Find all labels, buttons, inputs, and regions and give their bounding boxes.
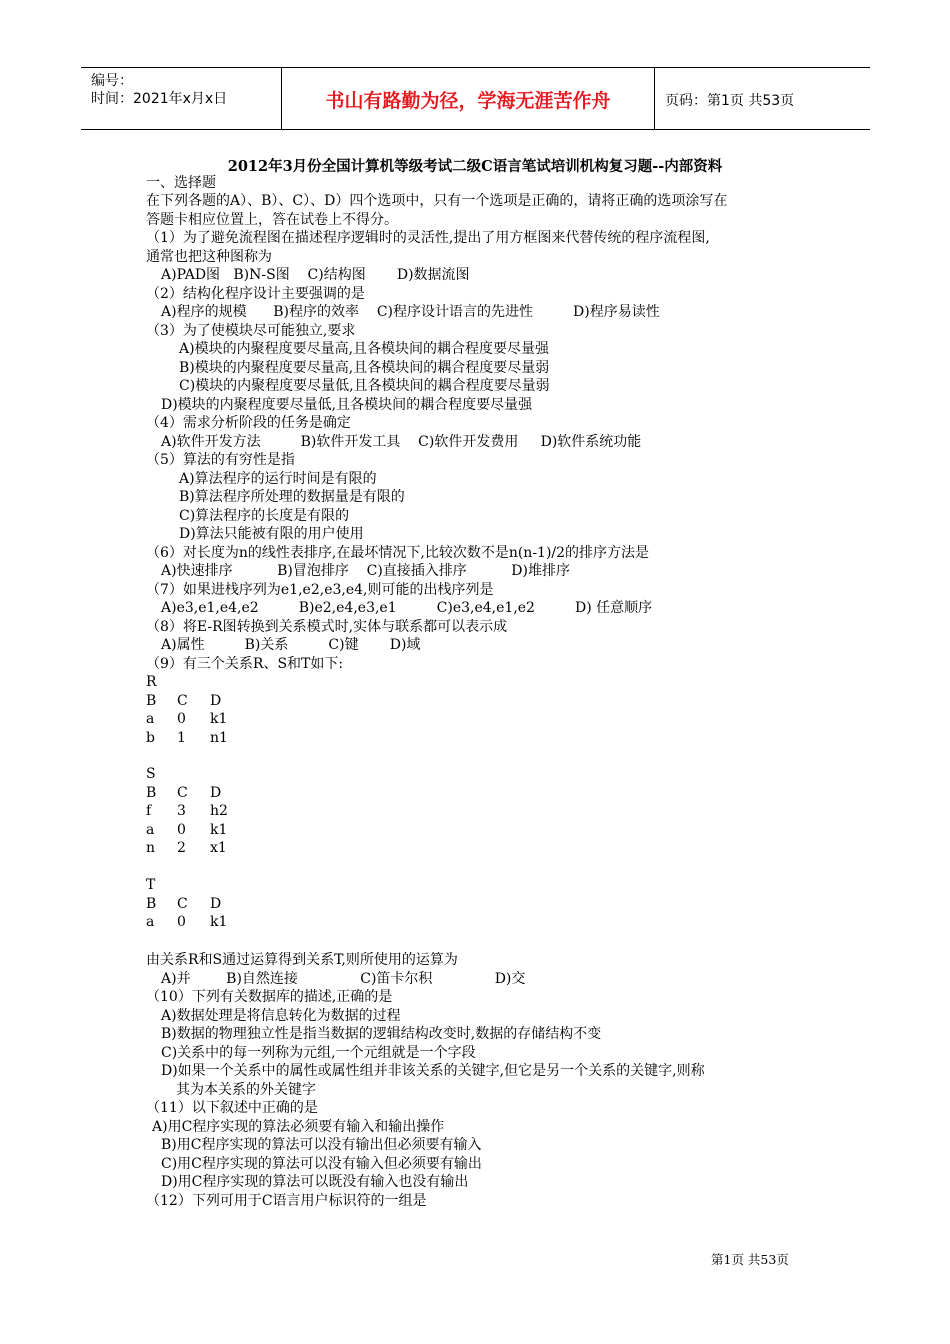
text-line: （9）有三个关系R、S和T如下: [146, 656, 344, 672]
relation-cell: a [146, 711, 155, 727]
header-left-cell [81, 68, 282, 129]
relation-cell: a [146, 914, 155, 930]
text-line: C)用C程序实现的算法可以没有输入但必须要有输出 [161, 1156, 482, 1172]
number-label: 编号： [91, 73, 133, 89]
text-line: 其为本关系的外关键字 [176, 1082, 316, 1098]
time-label: 时间：2021年x月x日 [91, 91, 228, 107]
header-center-cell [282, 68, 655, 129]
relation-header-cell: B [146, 784, 157, 801]
text-line: A)e3,e1,e4,e2 B)e2,e4,e3,e1 C)e3,e4,e1,e2 D) 任意顺序 [161, 600, 653, 616]
text-line: A)程序的规模 B)程序的效率 C)程序设计语言的先进性 D)程序易读性 [161, 304, 660, 320]
relation-header-cell: D [210, 692, 222, 709]
relation-cell: n [146, 840, 156, 856]
text-line: D)算法只能被有限的用户使用 [179, 526, 364, 542]
text-line: （1）为了避免流程图在描述程序逻辑时的灵活性,提出了用方框图来代替传统的程序流程图, [146, 230, 710, 246]
text-line: （2）结构化程序设计主要强调的是 [146, 286, 365, 302]
relation-cell: k1 [210, 914, 228, 930]
text-line: 由关系R和S通过运算得到关系T,则所使用的运算为 [146, 952, 458, 968]
text-line: B)模块的内聚程度要尽量高,且各模块间的耦合程度要尽量弱 [179, 360, 550, 376]
document-title: 2012年3月份全国计算机等级考试二级C语言笔试培训机构复习题--内部资料 [227, 158, 723, 175]
relation-cell: h2 [210, 803, 228, 819]
text-line: A)模块的内聚程度要尽量高,且各模块间的耦合程度要尽量强 [179, 341, 550, 357]
relation-cell: 2 [177, 840, 186, 856]
text-line: （5）算法的有穷性是指 [146, 452, 295, 468]
text-line: D)模块的内聚程度要尽量低,且各模块间的耦合程度要尽量强 [161, 397, 533, 413]
text-line: A)PAD图 B)N-S图 C)结构图 D)数据流图 [161, 267, 470, 283]
relation-header-cell: B [146, 692, 157, 709]
text-line: A)属性 B)关系 C)键 D)域 [161, 637, 421, 653]
relation-cell: 0 [177, 711, 186, 727]
header-right-cell [655, 68, 870, 129]
text-line: （11）以下叙述中正确的是 [146, 1100, 318, 1116]
page-header [81, 67, 870, 130]
relation-header-cell: C [177, 895, 188, 912]
relation-cell: 3 [177, 803, 186, 819]
relation-cell: 1 [177, 729, 186, 746]
text-line: 答题卡相应位置上，答在试卷上不得分。 [146, 212, 398, 228]
text-line: C)算法程序的长度是有限的 [179, 508, 350, 524]
relation-name: R [146, 674, 157, 690]
text-line: A)算法程序的运行时间是有限的 [179, 471, 377, 487]
text-line: B)数据的物理独立性是指当数据的逻辑结构改变时,数据的存储结构不变 [161, 1026, 602, 1042]
page-footer: 第1页 共53页 [711, 1252, 789, 1267]
relation-header-cell: D [210, 784, 222, 801]
relation-cell: n1 [210, 729, 228, 746]
relation-cell: 0 [177, 914, 186, 930]
text-line: A)数据处理是将信息转化为数据的过程 [161, 1008, 401, 1024]
page-label: 页码：第1页 共53页 [665, 93, 795, 109]
text-line: C)模块的内聚程度要尽量低,且各模块间的耦合程度要尽量弱 [179, 378, 550, 394]
text-line: （12）下列可用于C语言用户标识符的一组是 [146, 1193, 427, 1209]
text-line: （4）需求分析阶段的任务是确定 [146, 415, 351, 431]
relation-cell: a [146, 821, 155, 838]
text-line: A)并 B)自然连接 C)笛卡尔积 D)交 [161, 971, 526, 987]
text-line: A)软件开发方法 B)软件开发工具 C)软件开发费用 D)软件系统功能 [161, 434, 642, 450]
relation-header-cell: D [210, 895, 222, 912]
text-line: A)用C程序实现的算法必须要有输入和输出操作 [152, 1119, 445, 1135]
relation-header-cell: B [146, 895, 157, 912]
text-line: 一、选择题 [146, 175, 216, 191]
relation-name: T [146, 877, 156, 893]
text-line: D)用C程序实现的算法可以既没有输入也没有输出 [161, 1174, 469, 1190]
relation-cell: b [146, 729, 155, 746]
relation-header-cell: C [177, 784, 188, 801]
text-line: （7）如果进栈序列为e1,e2,e3,e4,则可能的出栈序列是 [146, 582, 494, 598]
text-line: C)关系中的每一列称为元组,一个元组就是一个字段 [161, 1045, 476, 1061]
text-line: 在下列各题的A）、B）、C）、D）四个选项中，只有一个选项是正确的，请将正确的选项涂写在 [146, 193, 728, 209]
relation-cell: x1 [210, 840, 227, 856]
text-line: （3）为了使模块尽可能独立,要求 [146, 323, 356, 339]
text-line: A)快速排序 B)冒泡排序 C)直接插入排序 D)堆排序 [161, 563, 570, 579]
relation-cell: f [146, 803, 152, 819]
text-line: B)算法程序所处理的数据量是有限的 [179, 489, 405, 505]
relation-cell: 0 [177, 821, 186, 838]
motto: 书山有路勤为径，学海无涯苦作舟 [325, 90, 611, 112]
relation-name: S [146, 766, 156, 782]
text-line: （6）对长度为n的线性表排序,在最坏情况下,比较次数不是n(n-1)/2的排序方法是 [146, 545, 650, 561]
relation-cell: k1 [210, 821, 228, 838]
text-line: 通常也把这种图称为 [146, 249, 272, 265]
text-line: （10）下列有关数据库的描述,正确的是 [146, 989, 393, 1005]
text-line: （8）将E-R图转换到关系模式时,实体与联系都可以表示成 [146, 619, 508, 635]
text-line: D)如果一个关系中的属性或属性组并非该关系的关键字,但它是另一个关系的关键字,则称 [161, 1063, 705, 1079]
relation-cell: k1 [210, 711, 228, 727]
text-line: B)用C程序实现的算法可以没有输出但必须要有输入 [161, 1137, 482, 1153]
relation-header-cell: C [177, 692, 188, 709]
